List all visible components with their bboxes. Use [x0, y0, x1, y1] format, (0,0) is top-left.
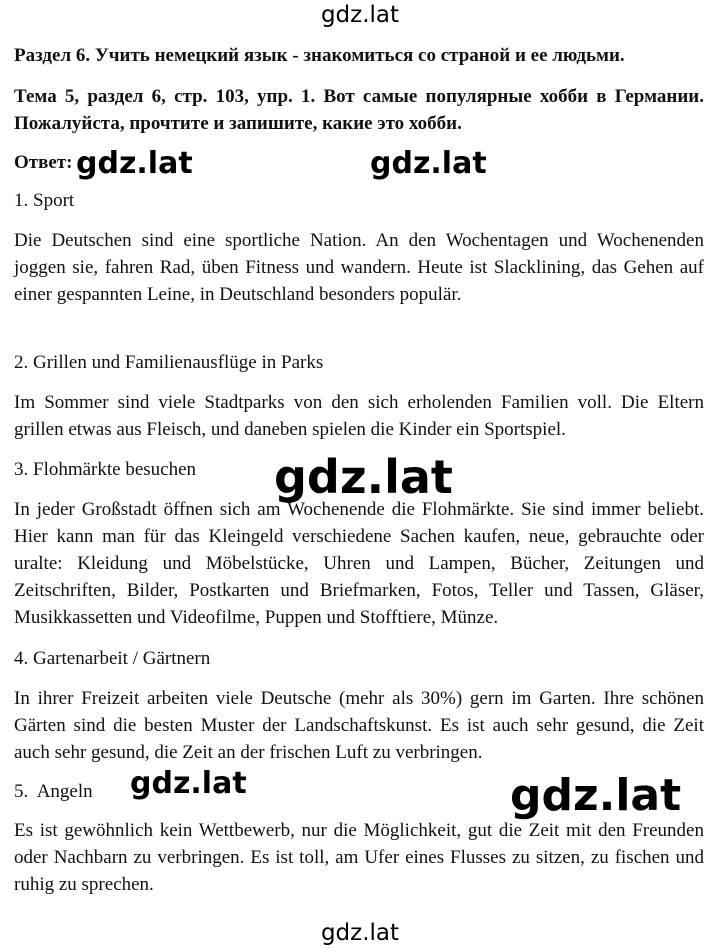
answer-label: Ответ: — [14, 152, 73, 173]
item-heading-flohmaerkte: 3. Flohmärkte besuchen — [14, 459, 197, 480]
item-heading-garten: 4. Gartenarbeit / Gärtnern — [14, 648, 211, 669]
watermark-overlay: gdz.lat — [510, 770, 682, 821]
item-text-angeln: Es ist gewöhnlich kein Wettbewerb, nur die Möglichkeit, gut die Zeit mit den Freunden oder Nachbarn zu verbringen. Es ist toll, am Ufer eines Flusses zu sitzen, zu fischen und ruhig zu sprechen. — [14, 820, 704, 895]
item-heading-sport: 1. Sport — [14, 190, 75, 211]
watermark-overlay: gdz.lat — [130, 766, 247, 801]
item-text-sport: Die Deutschen sind eine sportliche Nation. An den Wochentagen und Wochenenden joggen sie, fahren Rad, üben Fitness und wandern. Heute ist Slacklining, das Gehen auf einer gespannten Leine, in Deutschland besonders populär. — [14, 230, 704, 305]
item-text-flohmaerkte: In jeder Großstadt öffnen sich am Wochenende die Flohmärkte. Sie sind immer beliebt. Hier kann man für das Kleingeld verschiedene Sachen kaufen, neue, gebrauchte oder uralte: Kleidung und Möbelstücke, Uhren und Lampen, Bücher, Zeitungen und Zeitschriften, Bilder, Postkarten und Briefmarken, Fotos, Teller und Tassen, Gläser, Musikkassetten und Videofilme, Puppen und Stofftiere, Münze. — [14, 499, 704, 628]
item-text-grillen: Im Sommer sind viele Stadtparks von den sich erholenden Familien voll. Die Eltern grillen etwas aus Fleisch, und daneben spielen die Kinder ein Sportspiel. — [14, 392, 704, 440]
watermark-overlay: gdz.lat — [76, 146, 193, 181]
item-text-garten: In ihrer Freizeit arbeiten viele Deutsche (mehr als 30%) gern im Garten. Ihre schönen Gärten sind die besten Muster der Landschaftskunst. Es ist auch sehr gesund, die Zeit auch sehr gesund, die Zeit an der frischen Luft zu verbringen. — [14, 688, 704, 763]
watermark-overlay: gdz.lat — [274, 450, 453, 504]
section-title: Раздел 6. Учить немецкий язык - знакомиться со страной и ее людьми. — [14, 45, 625, 66]
item-heading-grillen: 2. Grillen und Familienausflüge in Parks — [14, 352, 324, 373]
item-heading-angeln: 5. Angeln — [14, 781, 93, 802]
watermark-header: gdz.lat — [320, 2, 400, 28]
watermark-footer: gdz.lat — [320, 920, 400, 946]
task-text: Тема 5, раздел 6, стр. 103, упр. 1. Вот самые популярные хобби в Германии. Пожалуйста, прочтите и запишите, какие это хобби. — [14, 86, 704, 134]
watermark-overlay: gdz.lat — [370, 146, 487, 181]
